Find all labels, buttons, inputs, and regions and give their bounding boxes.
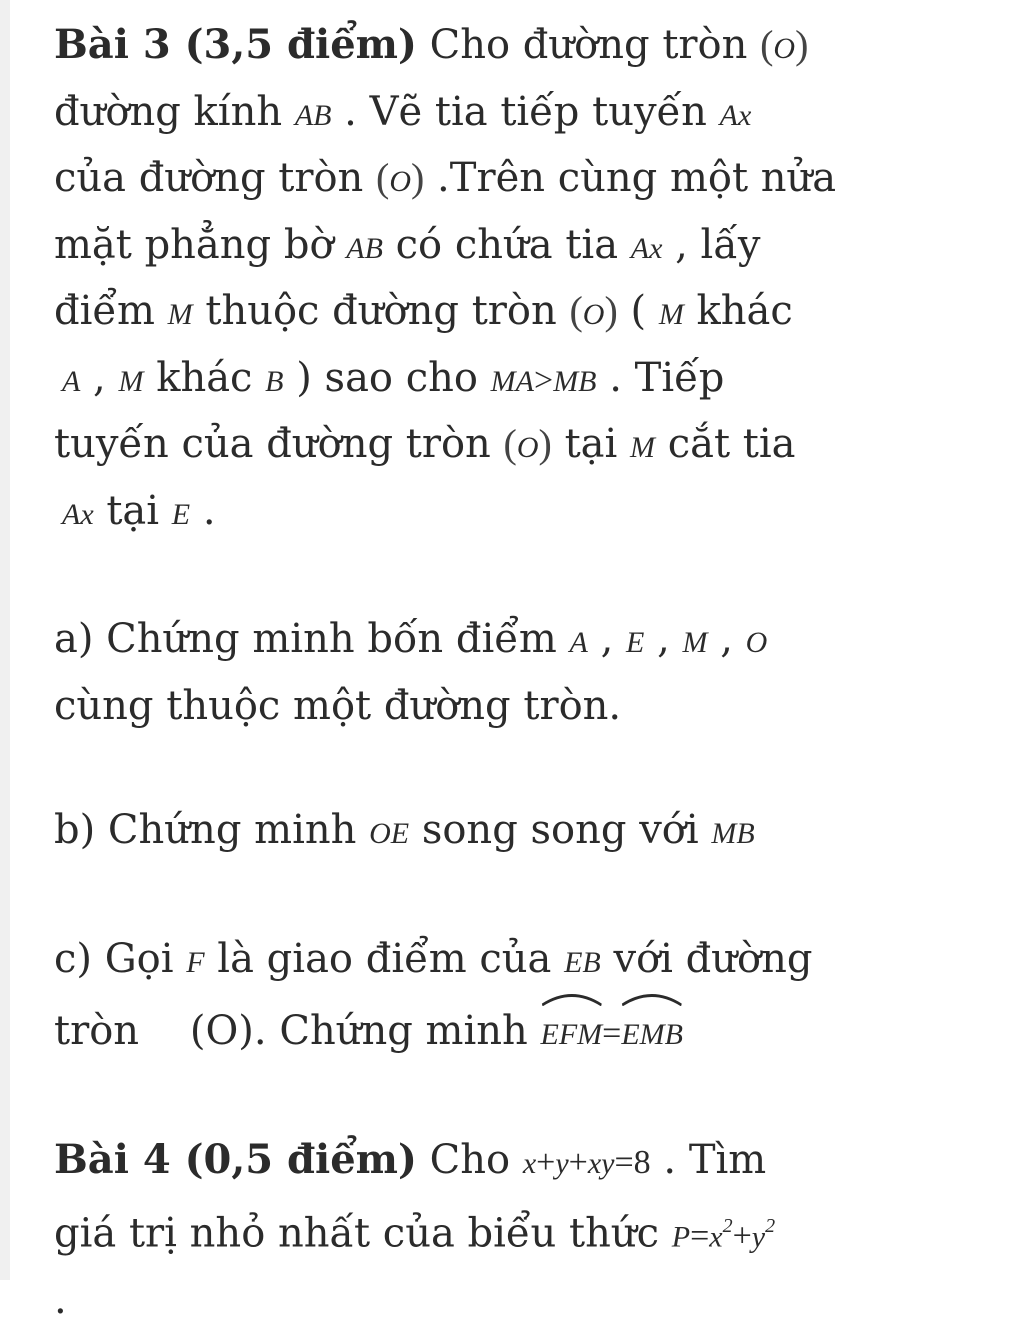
arc-hat-icon bbox=[541, 992, 603, 1006]
bai4-line-2: giá trị nhỏ nhất của biểu thức $P=x^2+y^2$ bbox=[54, 1195, 994, 1269]
part-c-paragraph bbox=[54, 928, 994, 1067]
part-c-line-1: c) Gọi F là giao điểm của EB với đường bbox=[54, 928, 994, 995]
bai3-line-7: tuyến của đường tròn (O) tại M cắt tia bbox=[54, 413, 994, 480]
bai3-line-5: điểm M thuộc đường tròn (O) ( M khác bbox=[54, 280, 994, 347]
part-b-line-1: b) Chứng minh OE song song với MB bbox=[54, 799, 994, 866]
bai3-line-4: mặt phẳng bờ AB có chứa tia Ax , lấy bbox=[54, 214, 994, 281]
bai3-line-6: A , M khác B ) sao cho MA>MB . Tiếp bbox=[54, 347, 994, 414]
bai4-line-1: Bài 4 (0,5 điểm) Cho x+y+xy=8 . Tìm bbox=[54, 1129, 994, 1196]
arc-hat-icon bbox=[621, 992, 683, 1006]
part-a-line-1: a) Chứng minh bốn điểm A , E , M , O bbox=[54, 608, 994, 675]
part-a-line-2: cùng thuộc một đường tròn. bbox=[54, 675, 994, 738]
bai3-line-3: của đường tròn (O) .Trên cùng một nửa bbox=[54, 147, 994, 214]
bai3-paragraph bbox=[54, 14, 994, 546]
bai3-line-8: Ax tại E . bbox=[54, 480, 994, 547]
part-b-paragraph bbox=[54, 799, 994, 866]
bai4-paragraph bbox=[54, 1129, 994, 1331]
arc-emb: EMB bbox=[621, 994, 683, 1067]
bai3-line-2: đường kính AB . Vẽ tia tiếp tuyến Ax bbox=[54, 81, 994, 148]
part-a-paragraph bbox=[54, 608, 994, 737]
bai3-title: Bài 3 (3,5 điểm) bbox=[54, 21, 417, 68]
bai3-line-1: Bài 3 (3,5 điểm) Cho đường tròn (O) bbox=[54, 14, 994, 81]
arc-efm: EFM bbox=[541, 994, 603, 1067]
page-left-border bbox=[0, 0, 10, 1280]
document-page bbox=[54, 14, 994, 1331]
part-c-line-2: tròn (O). Chứng minh EFM= EMB bbox=[54, 994, 994, 1067]
bai4-line-3: . bbox=[54, 1269, 994, 1331]
bai4-title: Bài 4 (0,5 điểm) bbox=[54, 1136, 417, 1183]
